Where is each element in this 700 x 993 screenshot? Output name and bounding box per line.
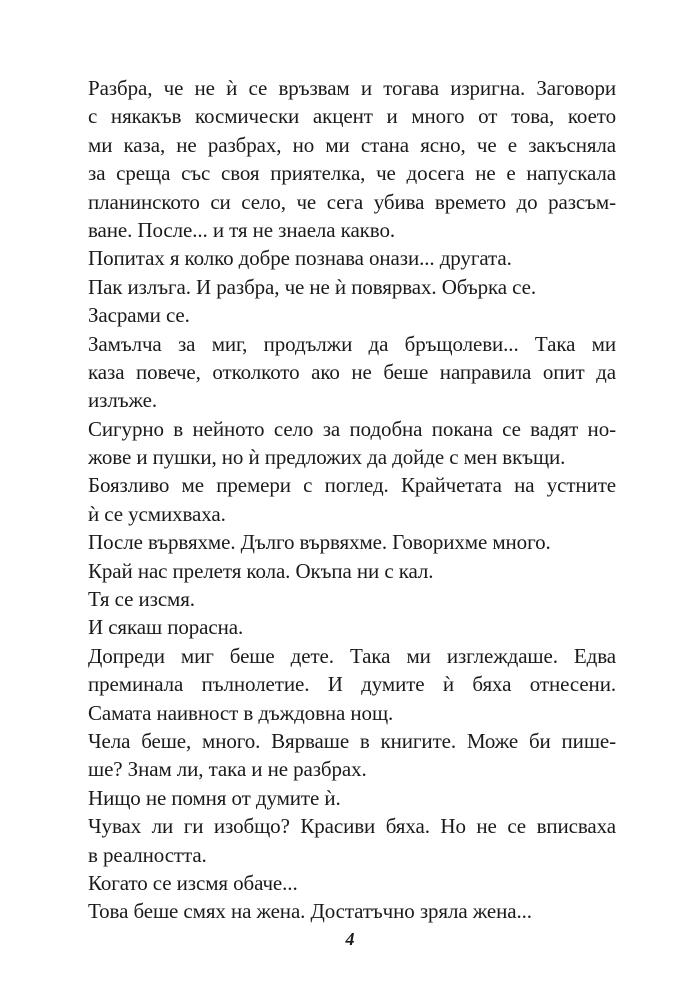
text-line: каза повече, отколкото ако не беше направила опит да	[88, 359, 616, 384]
text-line: ѝ се усмихваха.	[88, 501, 226, 526]
text-line: Сигурно в нейното село за подобна покана се вадят но-	[88, 416, 616, 441]
text-line: Замълча за миг, продължи да бръщолеви... Така ми	[88, 331, 616, 356]
text-line: преминала пълнолетие. И думите ѝ бяха отнесени.	[88, 672, 616, 697]
text-line: ше? Знам ли, така и не разбрах.	[88, 757, 367, 782]
text-line: ване. После... и тя не знаела какво.	[88, 217, 395, 242]
text-line: ми каза, не разбрах, но ми стана ясно, че е закъсняла	[88, 132, 616, 157]
text-line: Боязливо ме премери с поглед. Крайчетата на устните	[88, 473, 616, 498]
text-line: за среща със своя приятелка, че досега не е напускала	[88, 161, 616, 186]
text-line: Допреди миг беше дете. Така ми изглеждаше. Едва	[88, 643, 616, 668]
page-number: 4	[345, 929, 355, 949]
page-body	[88, 74, 616, 926]
text-line: Тя се изсмя.	[88, 587, 195, 612]
text-line: Чувах ли ги изобщо? Красиви бяха. Но не се вписваха	[88, 814, 616, 839]
text-line: Самата наивност в дъждовна нощ.	[88, 700, 394, 725]
text-line: И сякаш порасна.	[88, 615, 244, 640]
text-line: с някакъв космически акцент и много от това, което	[88, 104, 616, 129]
text-line: в реалността.	[88, 842, 207, 867]
text-line: Разбра, че не ѝ се връзвам и тогава изригна. Заговори	[88, 76, 616, 100]
text-line: излъже.	[88, 388, 157, 413]
text-line: планинското си село, че сега убива времето до разсъм-	[88, 189, 616, 214]
text-line: Пак излъга. И разбра, че не ѝ повярвах. Обърка се.	[88, 274, 536, 299]
text-line: Край нас прелетя кола. Окъпа ни с кал.	[88, 558, 434, 583]
text-line: Нищо не помня от думите ѝ.	[88, 785, 341, 810]
text-line: Попитах я колко добре познава онази... другата.	[88, 246, 512, 271]
text-line: Когато се изсмя обаче...	[88, 870, 298, 895]
text-line: Засрами се.	[88, 303, 190, 328]
text-line: Чела беше, много. Вярваше в книгите. Може би пише-	[88, 728, 616, 753]
text-line: После вървяхме. Дълго вървяхме. Говорихме много.	[88, 530, 551, 555]
text-line: жове и пушки, но ѝ предложих да дойде с мен вкъщи.	[88, 445, 566, 470]
text-line: Това беше смях на жена. Достатъчно зряла жена...	[88, 899, 532, 924]
